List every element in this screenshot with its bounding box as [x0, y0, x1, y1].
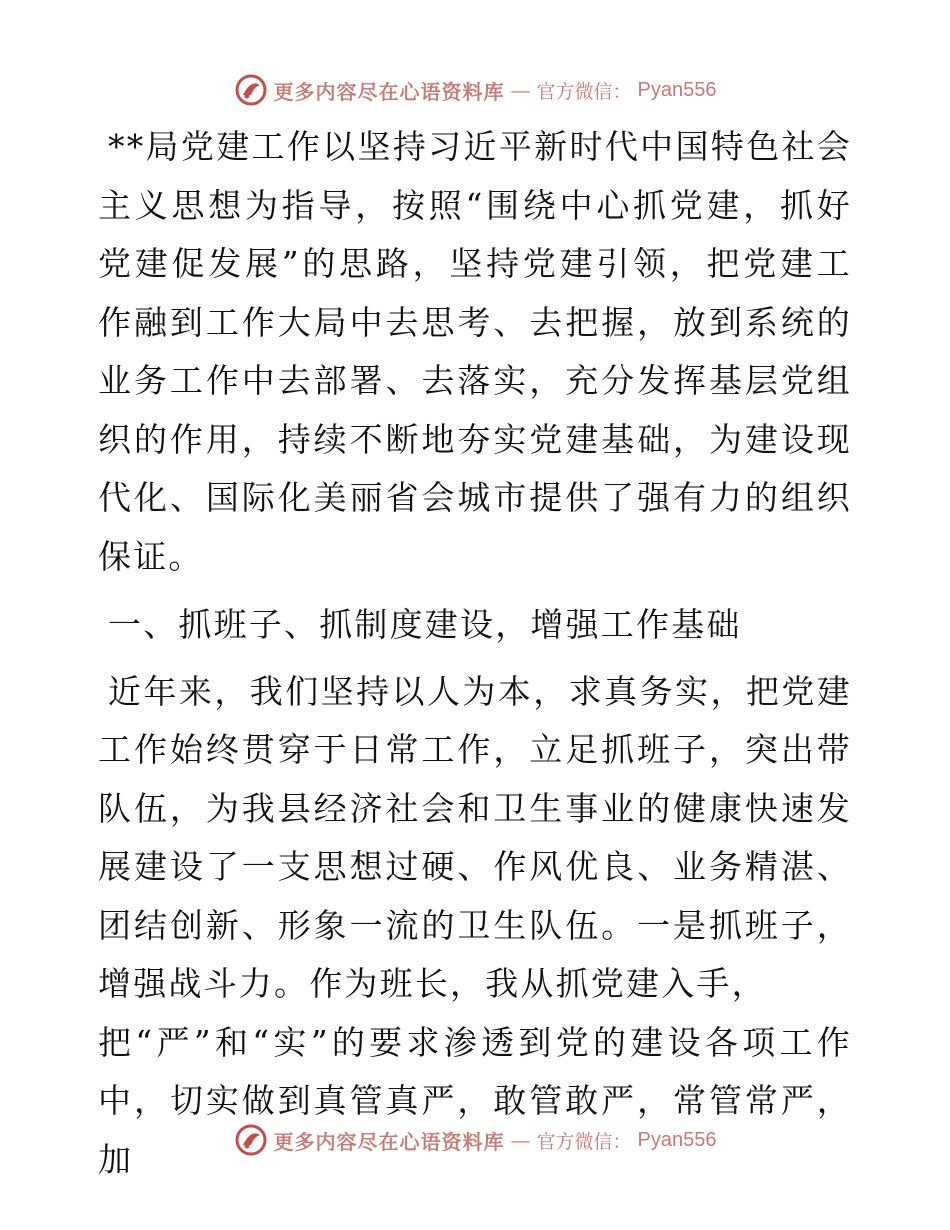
paragraph-body: 近年来，我们坚持以人为本，求真务实，把党建工作始终贯穿于日常工作，立足抓班子，突出带队伍，为我县经济社会和卫生事业的健康快速发展建设了一支思想过硬、作风优良、业务精湛、团结创新、形象一流的卫生队伍。一是抓班子，增强战斗力。作为班长，我从抓党建入手， [98, 671, 852, 1003]
paragraph-intro: **局党建工作以坚持习近平新时代中国特色社会主义思想为指导，按照“围绕中心抓党建，抓好党建促发展”的思路，坚持党建引领，把党建工作融到工作大局中去思考、去把握，放到系统的业务工作中去部署、去落实，充分发挥基层党组织的作用，持续不断地夯实党建基础，为建设现代化、国际化美丽省会城市提供了强有力的组织保证。 [98, 127, 852, 576]
brand-logo-icon [234, 73, 268, 107]
watermark-brand: 更多内容尽在心语资料库 [273, 79, 505, 104]
document-body [98, 118, 852, 1189]
watermark-banner-bottom [0, 1120, 950, 1160]
watermark-separator: — [510, 1128, 531, 1152]
watermark-wechat-id: Pyan556 [637, 1128, 717, 1151]
watermark-separator: — [510, 78, 531, 102]
watermark-brand: 更多内容尽在心语资料库 [273, 1129, 505, 1154]
section-heading: 一、抓班子、抓制度建设，增强工作基础 [108, 605, 742, 644]
watermark-wechat-id: Pyan556 [637, 78, 717, 101]
paragraph-continued: 把“严”和“实”的要求渗透到党的建设各项工作中，切实做到真管真严，敢管敢严，常管常严，加 [98, 1022, 852, 1179]
watermark-official-label: 官方微信： [536, 1130, 632, 1153]
watermark-official-label: 官方微信： [536, 80, 632, 103]
watermark-banner-top [0, 70, 950, 110]
brand-logo-icon [234, 1123, 268, 1157]
